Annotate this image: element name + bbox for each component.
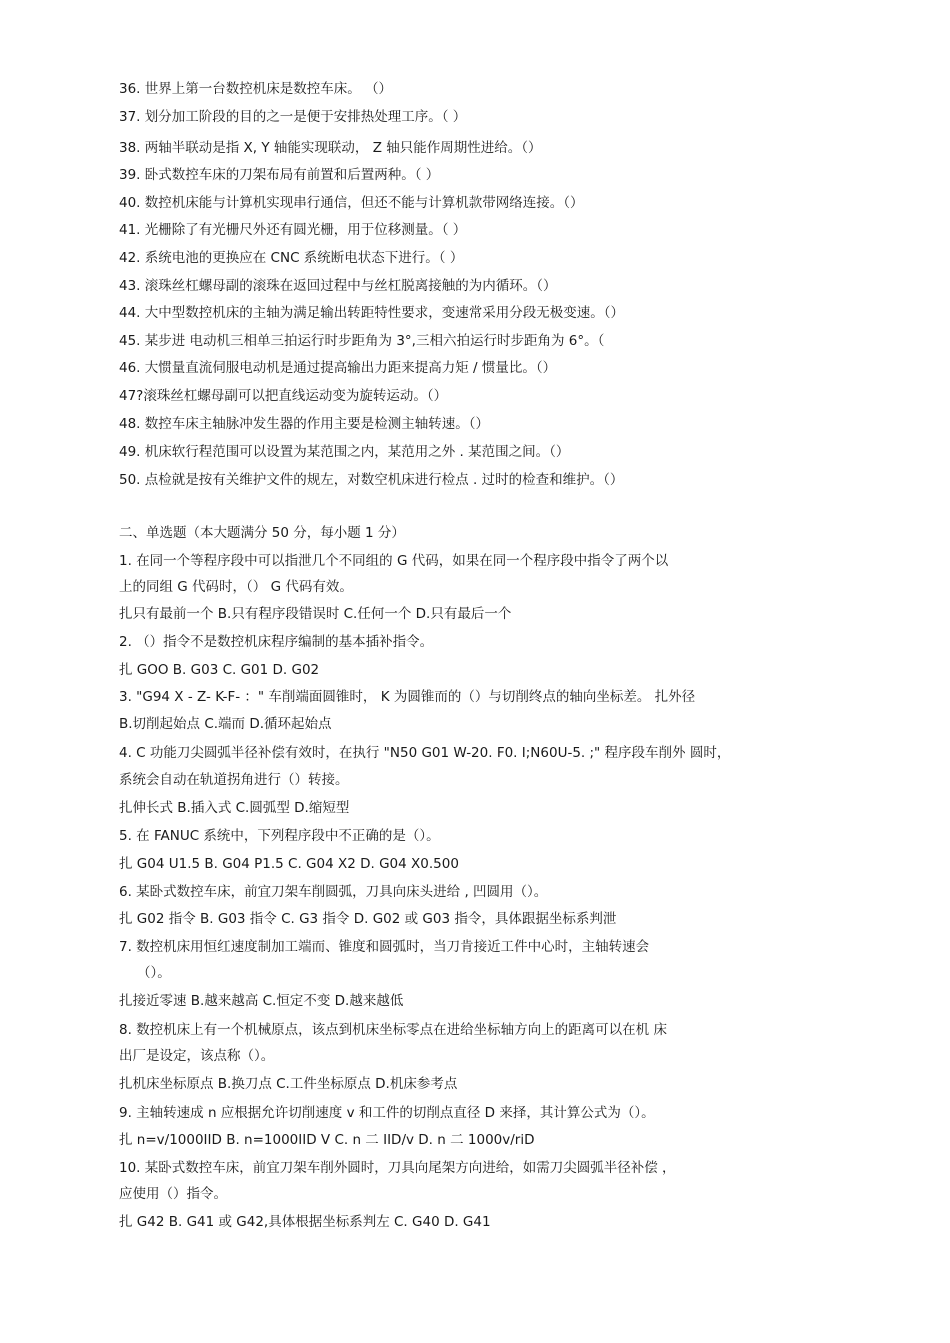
tf-item-38: 38. 两轴半联动是指 X, Y 轴能实现联动， Z 轴只能作周期性进给。（）: [119, 140, 542, 156]
tf-item-43: 43. 滚珠丝杠螺母副的滚珠在返回过程中与丝杠脱离接触的为内循环。（）: [119, 278, 557, 294]
sc-q4-line1: 4. C 功能刀尖圆弧半径补偿有效时，在执行 "N50 G01 W-20. F0. I;N60U-5. ;" 程序段车削外 圆时，: [119, 745, 731, 761]
tf-item-37: 37. 划分加工阶段的目的之一是便于安排热处理工序。（ ）: [119, 109, 467, 125]
tf-item-40: 40. 数控机床能与计算机实现串行通信，但还不能与计算机款带网络连接。（）: [119, 195, 584, 211]
tf-item-50: 50. 点检就是按有关维护文件的规左，对数空机床进行检点 . 过时的检查和维护。（）: [119, 472, 624, 488]
sc-q7-line2: （）。: [137, 965, 171, 981]
sc-q10-line1: 10. 某卧式数控车床，前宜刀架车削外圆时，刀具向尾架方向进给，如需刀尖圆弧半径补偿 ，: [119, 1160, 676, 1176]
sc-q1-line1: 1. 在同一个等程序段中可以指泄几个不同组的 G 代码，如果在同一个程序段中指令了两个以: [119, 553, 669, 569]
sc-q2: 2. （）指令不是数控机床程序编制的基本插补指令。: [119, 634, 434, 650]
tf-item-39: 39. 卧式数控车床的刀架布局有前置和后置两种。（ ）: [119, 167, 440, 183]
tf-item-49: 49. 机床软行程范围可以设置为某范围之内，某范用之外 . 某范围之间。（）: [119, 444, 570, 460]
sc-q3: 3. "G94 X - Z- K-F- ：" 车削端面圆锥时， K 为圆锥而的（）与切削终点的轴向坐标差。 扎外径: [119, 689, 696, 705]
sc-q3-options: B.切削起始点 C.端而 D.循环起始点: [119, 716, 332, 732]
tf-item-45: 45. 某步进 电动机三相单三拍运行时步距角为 3°,三相六拍运行时步距角为 6°。（: [119, 333, 605, 349]
sc-q9: 9. 主轴转速成 n 应根据允许切削速度 v 和工件的切削点直径 D 来择，其计算公式为（）。: [119, 1105, 655, 1121]
tf-item-44: 44. 大中型数控机床的主轴为满足输出转距特性要求，变速常采用分段无极变速。（）: [119, 305, 625, 321]
sc-q6: 6. 某卧式数控车床，前宜刀架车削圆弧，刀具向床头进给 , 凹圆用（）。: [119, 884, 548, 900]
sc-q8-line1: 8. 数控机床上有一个机械原点，该点到机床坐标零点在进给坐标轴方向上的距离可以在机 床: [119, 1022, 667, 1038]
tf-item-36: 36. 世界上第一台数控机床是数控车床。 （）: [119, 81, 393, 97]
sc-q1-options: 扎只有最前一个 B.只有程序段错误时 C.任何一个 D.只有最后一个: [119, 606, 512, 622]
sc-q2-options: 扎 GOO B. G03 C. G01 D. G02: [119, 662, 320, 678]
sc-q5: 5. 在 FANUC 系统中，下列程序段中不正确的是（）。: [119, 828, 440, 844]
tf-item-47: 47?滚珠丝杠螺母副可以把直线运动变为旋转运动。（）: [119, 388, 448, 404]
tf-item-41: 41. 光栅除了有光栅尺外还有圆光栅，用于位移测量。（ ）: [119, 222, 467, 238]
tf-item-48: 48. 数控车床主轴脉冲发生器的作用主要是检测主轴转速。（）: [119, 416, 490, 432]
sc-q1-line2: 上的同组 G 代码时，（） G 代码有效。: [119, 579, 353, 595]
sc-q7-line1: 7. 数控机床用恒红速度制加工端而、锥度和圆弧时，当刀肯接近工件中心时，主轴转速会: [119, 939, 650, 955]
sc-q4-options: 扎伸长式 B.插入式 C.圆弧型 D.缩短型: [119, 800, 350, 816]
tf-item-46: 46. 大惯量直流伺服电动机是通过提高输出力距来提高力矩 / 惯量比。（）: [119, 360, 557, 376]
sc-q8-options: 扎机床坐标原点 B.换刀点 C.工件坐标原点 D.机床参考点: [119, 1076, 458, 1092]
tf-item-42: 42. 系统电池的更换应在 CNC 系统断电状态下进行。（ ）: [119, 250, 464, 266]
sc-q10-options: 扎 G42 B. G41 或 G42,具体根据坐标系判左 C. G40 D. G41: [119, 1214, 491, 1230]
section-title: 二、单选题（本大题满分 50 分，每小题 1 分）: [119, 525, 405, 541]
sc-q10-line2: 应使用（）指令。: [119, 1186, 227, 1202]
sc-q5-options: 扎 G04 U1.5 B. G04 P1.5 C. G04 X2 D. G04 X0.500: [119, 856, 459, 872]
sc-q8-line2: 出厂是设定，该点称（）。: [119, 1048, 275, 1064]
sc-q4-line2: 系统会自动在轨道拐角进行（）转接。: [119, 772, 349, 788]
sc-q9-options: 扎 n=v/1000IID B. n=1000IID V C. n 二 IID/v D. n 二 1000v/riD: [119, 1132, 535, 1148]
sc-q6-options: 扎 G02 指令 B. G03 指令 C. G3 指令 D. G02 或 G03 指令，具体跟据坐标系判泄: [119, 911, 617, 927]
sc-q7-options: 扎接近零速 B.越来越高 C.恒定不变 D.越来越低: [119, 993, 404, 1009]
